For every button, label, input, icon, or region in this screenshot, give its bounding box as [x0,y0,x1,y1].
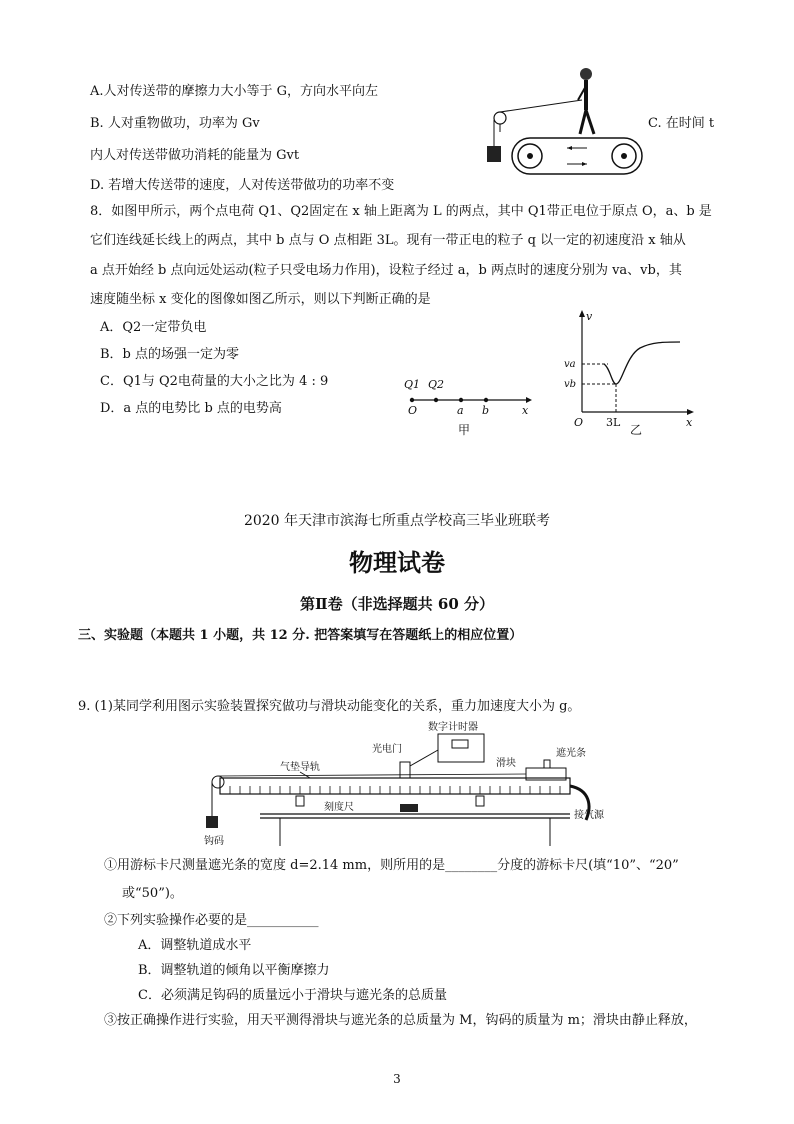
q7-option-c-tail: 内人对传送带做功消耗的能量为 Gvt [90,148,300,163]
q9-intro: 9. (1)某同学利用图示实验装置探究做功与滑块动能变化的关系，重力加速度大小为 g。 [78,699,581,714]
exam-title: 2020 年天津市滨海七所重点学校高三毕业班联考 [243,513,551,529]
q9-sub2-option-a: A．调整轨道成水平 [138,938,252,953]
q9-sub2-option-b: B．调整轨道的倾角以平衡摩擦力 [138,963,330,978]
q8-stem-line1: 8．如图甲所示，两个点电荷 Q1、Q2固定在 x 轴上距离为 L 的两点，其中 Q1带正电位于原点 O，a、b 是 [90,204,712,219]
label-timer: 数字计时器 [428,722,478,733]
apparatus-figure [200,720,660,850]
q9-sub2: ②下列实验操作必要的是___________ [104,913,319,928]
yi-x-label: x [686,416,693,429]
yi-v-label: v [586,310,593,323]
q7-option-c-head: C. 在时间 t [648,116,715,131]
q9-sub1-line1: ①用游标卡尺测量遮光条的宽度 d=2.14 mm，则所用的是________分度的游标卡尺(填“10”、“20” [104,858,679,873]
q9-sub3: ③按正确操作进行实验，用天平测得滑块与遮光条的总质量为 M，钩码的质量为 m；滑块由静止释放， [104,1013,697,1028]
q8-option-d: D．a 点的电势比 b 点的电势高 [100,401,282,416]
q8-stem-line2: 它们连线延长线上的两点，其中 b 点与 O 点相距 3L。现有一带正电的粒子 q 以一定的初速度沿 x 轴从 [90,233,686,248]
jia-x-label: x [522,404,529,417]
part-title: 第Ⅱ卷（非选择题共 60 分） [300,595,494,613]
yi-o-label: O [574,416,584,429]
label-strip: 遮光条 [556,748,586,759]
label-slider: 滑块 [496,758,516,769]
jia-b-label: b [482,404,490,417]
jia-o-label: O [408,404,418,417]
label-scale: 刻度尺 [324,802,354,813]
q7-option-d: D. 若增大传送带的速度，人对传送带做功的功率不变 [90,178,395,193]
q8-option-a: A．Q2一定带负电 [100,320,207,335]
q8-stem-line3: a 点开始经 b 点向远处运动(粒子只受电场力作用)，设粒子经过 a，b 两点时的速度分别为 va、vb，其 [90,263,682,278]
jia-q1-label: Q1 [404,378,421,391]
yi-vb-label: vb [564,379,577,390]
figure-jia [400,370,540,440]
label-track: 气垫导轨 [280,762,320,773]
jia-a-label: a [457,404,464,417]
figure-yi [560,308,700,438]
conveyor-figure [482,60,642,195]
q9-sub2-option-c: C．必须满足钩码的质量远小于滑块与遮光条的总质量 [138,988,447,1003]
jia-caption: 甲 [458,423,471,437]
jia-q2-label: Q2 [428,378,445,391]
q7-option-b: B. 人对重物做功，功率为 Gv [90,116,260,131]
q9-sub1-line2: 或“50”)。 [122,886,183,901]
q7-option-a: A.人对传送带的摩擦力大小等于 G，方向水平向左 [90,84,379,99]
label-gate: 光电门 [372,744,402,755]
page-number: 3 [393,1072,401,1086]
subject-title: 物理试卷 [349,548,445,577]
q8-option-c: C．Q1与 Q2电荷量的大小之比为 4 : 9 [100,374,329,389]
yi-va-label: va [564,359,576,370]
label-weight: 钩码 [204,836,224,847]
yi-3l-label: 3L [606,416,621,429]
q8-option-b: B．b 点的场强一定为零 [100,347,240,362]
q8-stem-line4: 速度随坐标 x 变化的图像如图乙所示，则以下判断正确的是 [90,292,431,307]
yi-caption: 乙 [630,423,643,437]
label-air: 接气源 [574,810,604,821]
section-heading: 三、实验题（本题共 1 小题，共 12 分. 把答案填写在答题纸上的相应位置） [78,628,523,643]
